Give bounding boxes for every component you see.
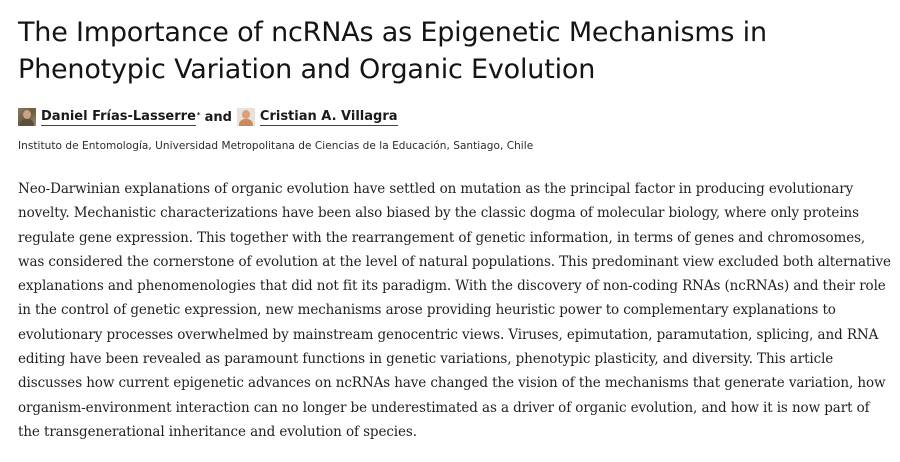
author-list <box>18 108 890 126</box>
abstract-text: Neo-Darwinian explanations of organic evolution have settled on mutation as the principal factor in producing evolutionary novelty. Mechanistic characterizations have been also biased by the classic dogma of molecular biology, where only proteins regulate gene expression. This together with the rearrangement of genetic information, in terms of genes and chromosomes, was considered the cornerstone of evolution at the level of natural populations. This predominant view excluded both alternative explanations and phenomenologies that did not fit its paradigm. With the discovery of non-coding RNAs (ncRNAs) and their role in the control of genetic expression, new mechanisms arose providing heuristic power to complementary explanations to evolutionary processes overwhelmed by mainstream genocentric views. Viruses, epimutation, paramutation, splicing, and RNA editing have been revealed as paramount functions in genetic variations, phenotypic plasticity, and diversity. This article discusses how current epigenetic advances on ncRNAs have changed the vision of the mechanisms that generate variation, how organism-environment interaction can no longer be underestimated as a driver of organic evolution, and how it is now part of the transgenerational inheritance and evolution of species. <box>18 181 891 440</box>
article-header <box>18 14 890 458</box>
author-1-name[interactable]: Daniel Frías-Lasserre <box>41 108 196 124</box>
author-2[interactable] <box>237 108 398 126</box>
article-title: The Importance of ncRNAs as Epigenetic Mechanisms in Phenotypic Variation and Organic Evolution <box>18 17 767 85</box>
author-photo-icon <box>18 108 36 126</box>
author-photo-icon <box>237 108 255 126</box>
author-affiliation: Instituto de Entomología, Universidad Metropolitana de Ciencias de la Educación, Santiago, Chile <box>18 140 534 152</box>
author-1[interactable] <box>18 108 201 126</box>
author-2-name[interactable]: Cristian A. Villagra <box>259 108 398 124</box>
corresponding-author-marker: * <box>196 111 201 119</box>
author-conjunction: and <box>204 109 232 125</box>
